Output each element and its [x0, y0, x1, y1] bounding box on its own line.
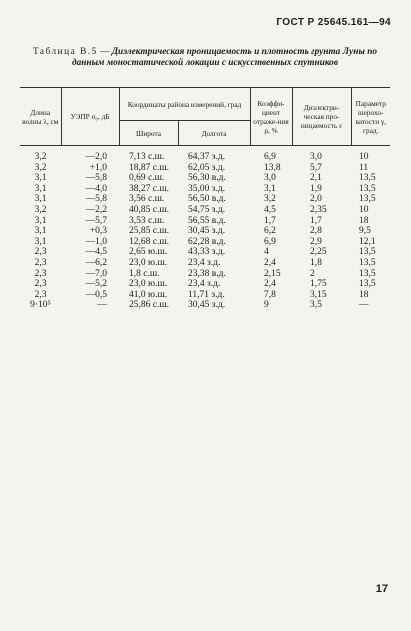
- col-header-reflection: Коэффи-циент отраже-ния ρ, %: [250, 88, 292, 146]
- cell-roughness: 13,5: [359, 268, 376, 279]
- col-header-permittivity: Диэлектри-ческая про-ницаемость ε: [292, 88, 351, 146]
- cell-latitude: 23,0 ю.ш.: [129, 279, 168, 290]
- cell-latitude: 1,8 с.ш.: [129, 268, 160, 279]
- cell-roughness: 9,5: [359, 226, 371, 237]
- cell-longitude: 62,05 з.д.: [188, 162, 226, 173]
- cell-reflection: 6,9: [264, 236, 276, 247]
- cell-wavelength: 2,3: [34, 268, 47, 279]
- cell-longitude: 11,71 з.д.: [188, 289, 225, 300]
- cell-permittivity: 1,9: [310, 183, 322, 194]
- col-header-coordinates: Координаты района измерений, град: [119, 88, 250, 121]
- cell-wavelength: 2,3: [34, 279, 47, 290]
- cell-latitude: 3,56 с.ш.: [129, 194, 165, 205]
- cell-roughness: 10: [359, 204, 369, 215]
- cell-longitude: 35,00 з.д.: [188, 183, 226, 194]
- cell-reflection: 9: [264, 300, 269, 311]
- cell-uepr: +1,0: [89, 162, 107, 173]
- cell-roughness: 13,5: [359, 194, 376, 205]
- cell-permittivity: 2,1: [310, 173, 322, 184]
- col-header-latitude: Широта: [119, 121, 178, 146]
- col-header-wavelength: Длина волны λ, см: [20, 88, 61, 146]
- cell-reflection: 6,2: [264, 226, 276, 237]
- table-title: Диэлектрическая проницаемость и плотность грунта Луны по данным моностатической локации с искусственных спутников: [72, 47, 378, 68]
- cell-longitude: 56,55 в.д.: [188, 215, 226, 226]
- cell-uepr: —0,5: [85, 289, 107, 300]
- table-row: [20, 290, 390, 301]
- cell-wavelength: 9·10⁵: [30, 300, 51, 311]
- table-label: Таблица В.5: [32, 47, 98, 57]
- cell-roughness: 13,5: [359, 279, 376, 290]
- cell-permittivity: 3,5: [310, 300, 322, 311]
- cell-roughness: 13,5: [359, 183, 376, 194]
- cell-uepr: +0,3: [89, 226, 107, 237]
- cell-uepr: —2,2: [85, 204, 107, 215]
- cell-longitude: 30,45 з.д.: [188, 226, 226, 237]
- cell-uepr: —2,0: [85, 152, 107, 162]
- table-caption: [20, 47, 390, 69]
- cell-uepr: —: [97, 300, 107, 311]
- cell-roughness: 10: [359, 152, 369, 162]
- cell-permittivity: 2,35: [310, 204, 327, 215]
- cell-latitude: 7,13 с.ш.: [129, 152, 165, 162]
- col-header-uepr: УЭПР σ₀, дБ: [61, 88, 119, 146]
- cell-permittivity: 2,0: [310, 194, 322, 205]
- cell-wavelength: 3,1: [34, 194, 47, 205]
- cell-longitude: 23,4 з.д.: [188, 257, 221, 268]
- cell-wavelength: 2,3: [34, 289, 47, 300]
- table-row: [20, 173, 390, 184]
- cell-latitude: 18,87 с.ш.: [129, 162, 170, 173]
- cell-uepr: —5,8: [85, 194, 107, 205]
- table-row: [20, 163, 390, 174]
- cell-reflection: 2,4: [264, 279, 276, 290]
- cell-wavelength: 3,1: [34, 183, 47, 194]
- cell-permittivity: 2,25: [310, 247, 327, 258]
- cell-reflection: 1,7: [264, 215, 276, 226]
- cell-permittivity: 1,7: [310, 215, 322, 226]
- cell-longitude: 56,50 в.д.: [188, 194, 226, 205]
- cell-roughness: 11: [359, 162, 369, 173]
- page-number: 17: [375, 583, 388, 595]
- table-row: [20, 184, 390, 195]
- cell-uepr: —4,0: [85, 183, 107, 194]
- cell-reflection: 6,9: [264, 152, 276, 162]
- table-row: [20, 237, 390, 248]
- cell-uepr: —7,0: [85, 268, 107, 279]
- cell-roughness: 18: [359, 215, 369, 226]
- cell-reflection: 3,2: [264, 194, 276, 205]
- table-row: [20, 205, 390, 216]
- cell-latitude: 12,68 с.ш.: [129, 236, 170, 247]
- cell-roughness: 13,5: [359, 173, 376, 184]
- caption-dash: —: [100, 47, 110, 57]
- col-header-roughness: Параметр шерохо-ватости γ, град.: [351, 88, 390, 146]
- col-header-longitude: Долгота: [178, 121, 250, 146]
- table-row: [20, 226, 390, 237]
- cell-latitude: 38,27 с.ш.: [129, 183, 170, 194]
- table-body: [20, 146, 390, 311]
- cell-reflection: 13,8: [264, 162, 281, 173]
- cell-permittivity: 1,75: [310, 279, 327, 290]
- cell-latitude: 2,65 ю.ш.: [129, 247, 168, 258]
- cell-roughness: 12,1: [359, 236, 376, 247]
- table-row: [20, 194, 390, 205]
- cell-latitude: 41,0 ю.ш.: [129, 289, 168, 300]
- cell-reflection: 3,0: [264, 173, 276, 184]
- cell-roughness: —: [359, 300, 369, 311]
- cell-reflection: 4: [264, 247, 269, 258]
- standard-code: ГОСТ Р 25645.161—94: [276, 17, 391, 28]
- table-row: [20, 216, 390, 227]
- data-table-container: [20, 87, 390, 311]
- table-row: [20, 300, 390, 311]
- cell-uepr: —5,7: [85, 215, 107, 226]
- table-row: [20, 146, 390, 163]
- cell-wavelength: 3,1: [34, 236, 47, 247]
- cell-latitude: 0,69 с.ш.: [129, 173, 165, 184]
- cell-latitude: 40,85 с.ш.: [129, 204, 170, 215]
- cell-uepr: —4,5: [85, 247, 107, 258]
- cell-reflection: 2,4: [264, 257, 276, 268]
- cell-latitude: 23,0 ю.ш.: [129, 257, 168, 268]
- table-row: [20, 247, 390, 258]
- cell-uepr: —5,8: [85, 173, 107, 184]
- cell-wavelength: 2,3: [34, 257, 47, 268]
- cell-wavelength: 3,2: [34, 204, 47, 215]
- cell-roughness: 18: [359, 289, 369, 300]
- cell-roughness: 13,5: [359, 257, 376, 268]
- cell-wavelength: 2,3: [34, 247, 47, 258]
- cell-roughness: 13,5: [359, 247, 376, 258]
- cell-uepr: —5,2: [85, 279, 107, 290]
- cell-permittivity: 5,7: [310, 162, 322, 173]
- cell-permittivity: 2,8: [310, 226, 322, 237]
- cell-permittivity: 1,8: [310, 257, 322, 268]
- cell-uepr: —6,2: [85, 257, 107, 268]
- cell-longitude: 43,33 з.д.: [188, 247, 226, 258]
- cell-longitude: 23,38 в.д.: [188, 268, 226, 279]
- cell-wavelength: 3,1: [34, 215, 47, 226]
- cell-longitude: 30,45 з.д.: [188, 300, 226, 311]
- cell-reflection: 7,8: [264, 289, 276, 300]
- cell-permittivity: 3,15: [310, 289, 327, 300]
- cell-wavelength: 3,1: [34, 173, 47, 184]
- cell-wavelength: 3,2: [34, 162, 47, 173]
- cell-latitude: 3,53 с.ш.: [129, 215, 165, 226]
- table-row: [20, 258, 390, 269]
- cell-reflection: 3,1: [264, 183, 276, 194]
- cell-reflection: 2,15: [264, 268, 281, 279]
- cell-longitude: 54,75 з.д.: [188, 204, 226, 215]
- cell-wavelength: 3,1: [34, 226, 47, 237]
- cell-longitude: 23,4 з.д.: [188, 279, 221, 290]
- cell-longitude: 64,37 з.д.: [188, 152, 226, 162]
- cell-permittivity: 3,0: [310, 152, 322, 162]
- cell-uepr: —1,0: [85, 236, 107, 247]
- table-row: [20, 269, 390, 280]
- cell-latitude: 25,85 с.ш.: [129, 226, 170, 237]
- cell-wavelength: 3,2: [34, 152, 47, 162]
- cell-longitude: 62,28 в.д.: [188, 236, 226, 247]
- cell-latitude: 25,86 с.ш.: [129, 300, 170, 311]
- cell-permittivity: 2: [310, 268, 315, 279]
- cell-longitude: 56,30 в.д.: [188, 173, 226, 184]
- cell-reflection: 4,5: [264, 204, 276, 215]
- data-table: [20, 87, 390, 311]
- cell-permittivity: 2,9: [310, 236, 322, 247]
- table-row: [20, 279, 390, 290]
